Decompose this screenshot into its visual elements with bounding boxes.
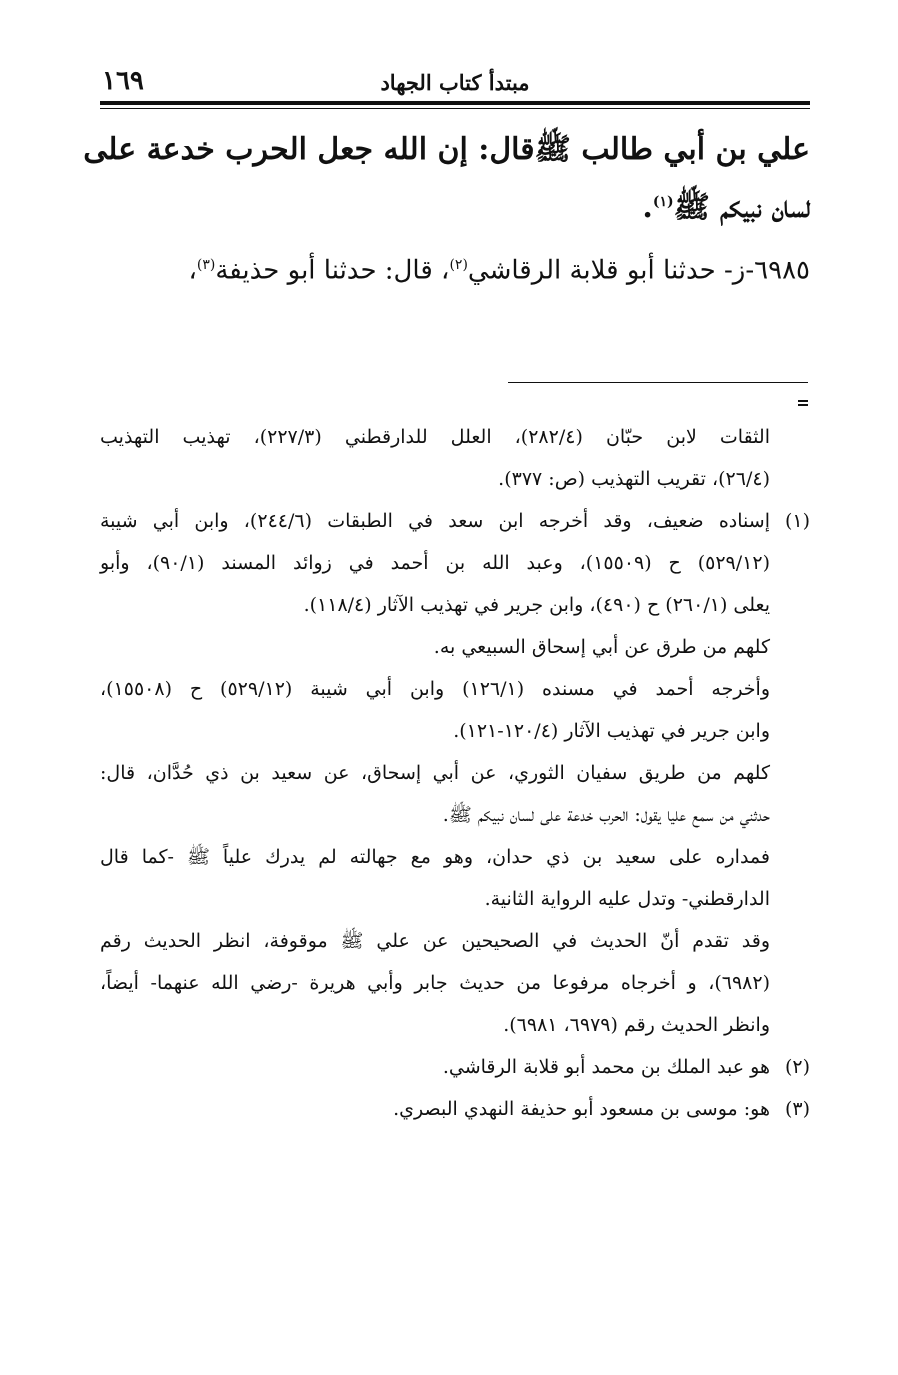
page-number: ١٦٩ bbox=[102, 66, 144, 96]
footnote-line: الدارقطني- وتدل عليه الرواية الثانية. bbox=[484, 888, 770, 910]
footnote-line: (٦٩٨٢)، و أخرجاه مرفوعا من حديث جابر وأبي هريرة -رضي الله عنهما- أيضاً، bbox=[100, 972, 770, 994]
footnote-line: يعلى (٢٦٠/١) ح (٤٩٠)، وابن جرير في تهذيب الآثار (١١٨/٤). bbox=[303, 594, 770, 616]
footnote-2 bbox=[100, 1046, 810, 1088]
header-rule-thick bbox=[100, 101, 810, 105]
footnote-line: وانظر الحديث رقم (٦٩٧٩، ٦٩٨١). bbox=[503, 1014, 770, 1036]
continuation-mark bbox=[798, 400, 808, 406]
footnote-line: وقد تقدم أنّ الحديث في الصحيحين عن علي ﷺ موقوفة، انظر الحديث رقم bbox=[100, 930, 770, 952]
footnote-ref-2[interactable]: (٢) bbox=[449, 257, 468, 273]
footnote-line: (٥٢٩/١٢) ح (١٥٥٠٩)، وعبد الله بن أحمد في زوائد المسند (٩٠/١)، وأبو bbox=[100, 552, 770, 574]
main-line-2: لسان نبيكم ﷺ$^{(١)}$. bbox=[642, 190, 810, 225]
footnote-separator bbox=[508, 382, 808, 383]
footnote-continued bbox=[100, 416, 810, 500]
main-text bbox=[83, 124, 810, 296]
footnote-ref-1[interactable]: (١) bbox=[652, 194, 674, 210]
footnote-line: الثقات لابن حبّان (٢٨٢/٤)، العلل للدارقطني (٢٢٧/٣)، تهذيب التهذيب bbox=[100, 426, 770, 448]
footnote-3 bbox=[100, 1088, 810, 1130]
footnote-number: (٢) bbox=[784, 1056, 810, 1078]
footnote-number: (٣) bbox=[784, 1098, 810, 1120]
main-line-1: علي بن أبي طالب ﷺقال: إن الله جعل الحرب خدعة على bbox=[83, 132, 810, 167]
footnote-line: كلهم من طرق عن أبي إسحاق السبيعي به. bbox=[433, 636, 770, 658]
footnote-line: وابن جرير في تهذيب الآثار (١٢٠/٤-١٢١). bbox=[453, 720, 770, 742]
running-title: مبتدأ كتاب الجهاد bbox=[380, 70, 530, 95]
footnotes bbox=[100, 416, 810, 1130]
hadith-isnad-line: ٦٩٨٥-ز- حدثنا أبو قلابة الرقاشي$^{(٢)}$، قال: حدثنا أبو حذيفة$^{(٣)}$، bbox=[188, 255, 810, 286]
header-rule-thin bbox=[100, 108, 810, 109]
footnote-line: وأخرجه أحمد في مسنده (١٢٦/١) وابن أبي شيبة (٥٢٩/١٢) ح (١٥٥٠٨)، bbox=[100, 678, 771, 700]
footnote-line: (٢٦/٤)، تقريب التهذيب (ص: ٣٧٧). bbox=[498, 468, 770, 490]
footnote-ref-3[interactable]: (٣) bbox=[196, 257, 216, 273]
footnote-line: حدثني من سمع عليا يقول: الحرب خدعة على لسان نبيكم ﷺ. bbox=[442, 804, 770, 826]
footnote-line: هو: موسى بن مسعود أبو حذيفة النهدي البصري. bbox=[393, 1098, 770, 1120]
page-header bbox=[100, 66, 810, 102]
footnote-number: (١) bbox=[784, 510, 810, 532]
footnote-1 bbox=[100, 500, 810, 1046]
footnote-line: إسناده ضعيف، وقد أخرجه ابن سعد في الطبقات (٢٤٤/٦)، وابن أبي شيبة bbox=[100, 510, 770, 532]
footnote-line: كلهم من طريق سفيان الثوري، عن أبي إسحاق، عن سعيد بن ذي حُدَّان، قال: bbox=[100, 762, 770, 784]
footnote-line: هو عبد الملك بن محمد أبو قلابة الرقاشي. bbox=[442, 1056, 770, 1078]
footnote-line: فمداره على سعيد بن ذي حدان، وهو مع جهالته لم يدرك علياً ﷺ -كما قال bbox=[100, 846, 770, 868]
